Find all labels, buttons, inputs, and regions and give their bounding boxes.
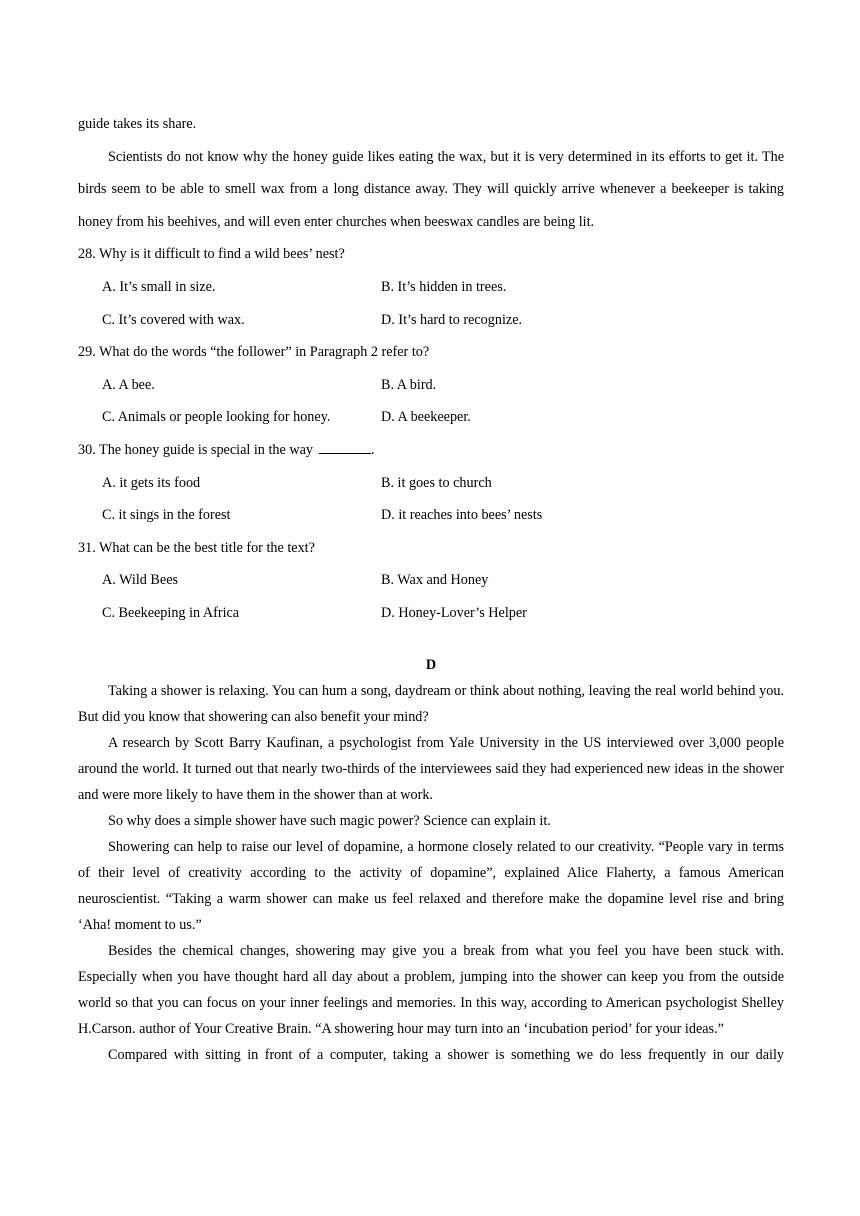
- passage-paragraph: Taking a shower is relaxing. You can hum a song, daydream or think about nothing, leaving the real world behind you. But did you know that showering can also benefit your mind?: [78, 682, 784, 725]
- option-b: B. It’s hidden in trees.: [381, 278, 507, 295]
- option-d: D. it reaches into bees’ nests: [381, 507, 543, 524]
- option-b: B. Wax and Honey: [381, 572, 489, 589]
- options-row: [78, 597, 784, 630]
- options-row: [78, 304, 784, 337]
- options-row: [78, 401, 784, 434]
- options-row: [78, 564, 784, 597]
- options-row: [78, 467, 784, 500]
- question-31: [78, 532, 784, 630]
- option-c: C. it sings in the forest: [102, 507, 231, 524]
- option-c: C. Beekeeping in Africa: [102, 604, 240, 621]
- passage-paragraph: A research by Scott Barry Kaufinan, a psychologist from Yale University in the US interviewed over 3,000 people around the world. It turned out that nearly two-thirds of the interviewees said they had experienced new ideas in the shower and were more likely to have them in the shower than at work.: [78, 734, 784, 803]
- option-a: A. It’s small in size.: [102, 278, 216, 295]
- options-row: [78, 499, 784, 532]
- option-d: D. A beekeeper.: [381, 409, 471, 426]
- question-stem: 30. The honey guide is special in the way: [78, 441, 313, 458]
- question-28: [78, 238, 784, 336]
- option-a: A. Wild Bees: [102, 572, 179, 589]
- intro-paragraph: Scientists do not know why the honey guide likes eating the wax, but it is very determined in its efforts to get it. The birds seem to be able to smell wax from a long distance away. They will quickly arrive whenever a beekeeper is taking honey from his beehives, and will even enter churches when beeswax candles are being lit.: [78, 148, 784, 230]
- question-stem-line: [78, 434, 784, 467]
- option-b: B. it goes to church: [381, 474, 492, 491]
- option-c: C. Animals or people looking for honey.: [102, 409, 331, 426]
- question-stem: 29. What do the words “the follower” in Paragraph 2 refer to?: [78, 344, 430, 361]
- option-b: B. A bird.: [381, 376, 437, 393]
- option-a: A. it gets its food: [102, 474, 201, 491]
- question-stem-end: .: [370, 441, 375, 458]
- option-a: A. A bee.: [102, 376, 155, 393]
- page-content: [78, 108, 784, 1068]
- passage-paragraph: Showering can help to raise our level of dopamine, a hormone closely related to our creativity. “People vary in terms of their level of creativity according to the activity of dopamine”, explained Alice Flaherty, a famous American neuroscientist. “Taking a warm shower can make us feel relaxed and therefore make the dopamine level rise and bring ‘Aha! moment to us.”: [78, 838, 784, 933]
- options-row: [78, 271, 784, 304]
- options-row: [78, 369, 784, 402]
- question-30: [78, 434, 784, 532]
- intro-continuation: guide takes its share.: [78, 116, 197, 132]
- option-d: D. Honey-Lover’s Helper: [381, 604, 527, 621]
- question-stem: 28. Why is it difficult to find a wild bees’ nest?: [78, 246, 345, 263]
- option-d: D. It’s hard to recognize.: [381, 311, 523, 328]
- section-d-passage: [78, 678, 784, 1068]
- passage-paragraph: Besides the chemical changes, showering may give you a break from what you feel you have been stuck with. Especially when you have thought hard all day about a problem, jumping into the shower can keep you from the outside world so that you can focus on your inner feelings and memories. In this way, according to American psychologist Shelley H.Carson. author of Your Creative Brain. “A showering hour may turn into an ‘incubation period’ for your ideas.”: [78, 942, 784, 1037]
- question-29: [78, 336, 784, 434]
- option-c: C. It’s covered with wax.: [102, 311, 245, 328]
- passage-paragraph: Compared with sitting in front of a computer, taking a shower is something we do less frequently in our daily: [108, 1046, 784, 1063]
- section-title: D: [425, 656, 437, 673]
- question-stem: 31. What can be the best title for the text?: [78, 539, 315, 556]
- answer-blank: [319, 440, 371, 454]
- passage-paragraph: So why does a simple shower have such magic power? Science can explain it.: [108, 812, 551, 829]
